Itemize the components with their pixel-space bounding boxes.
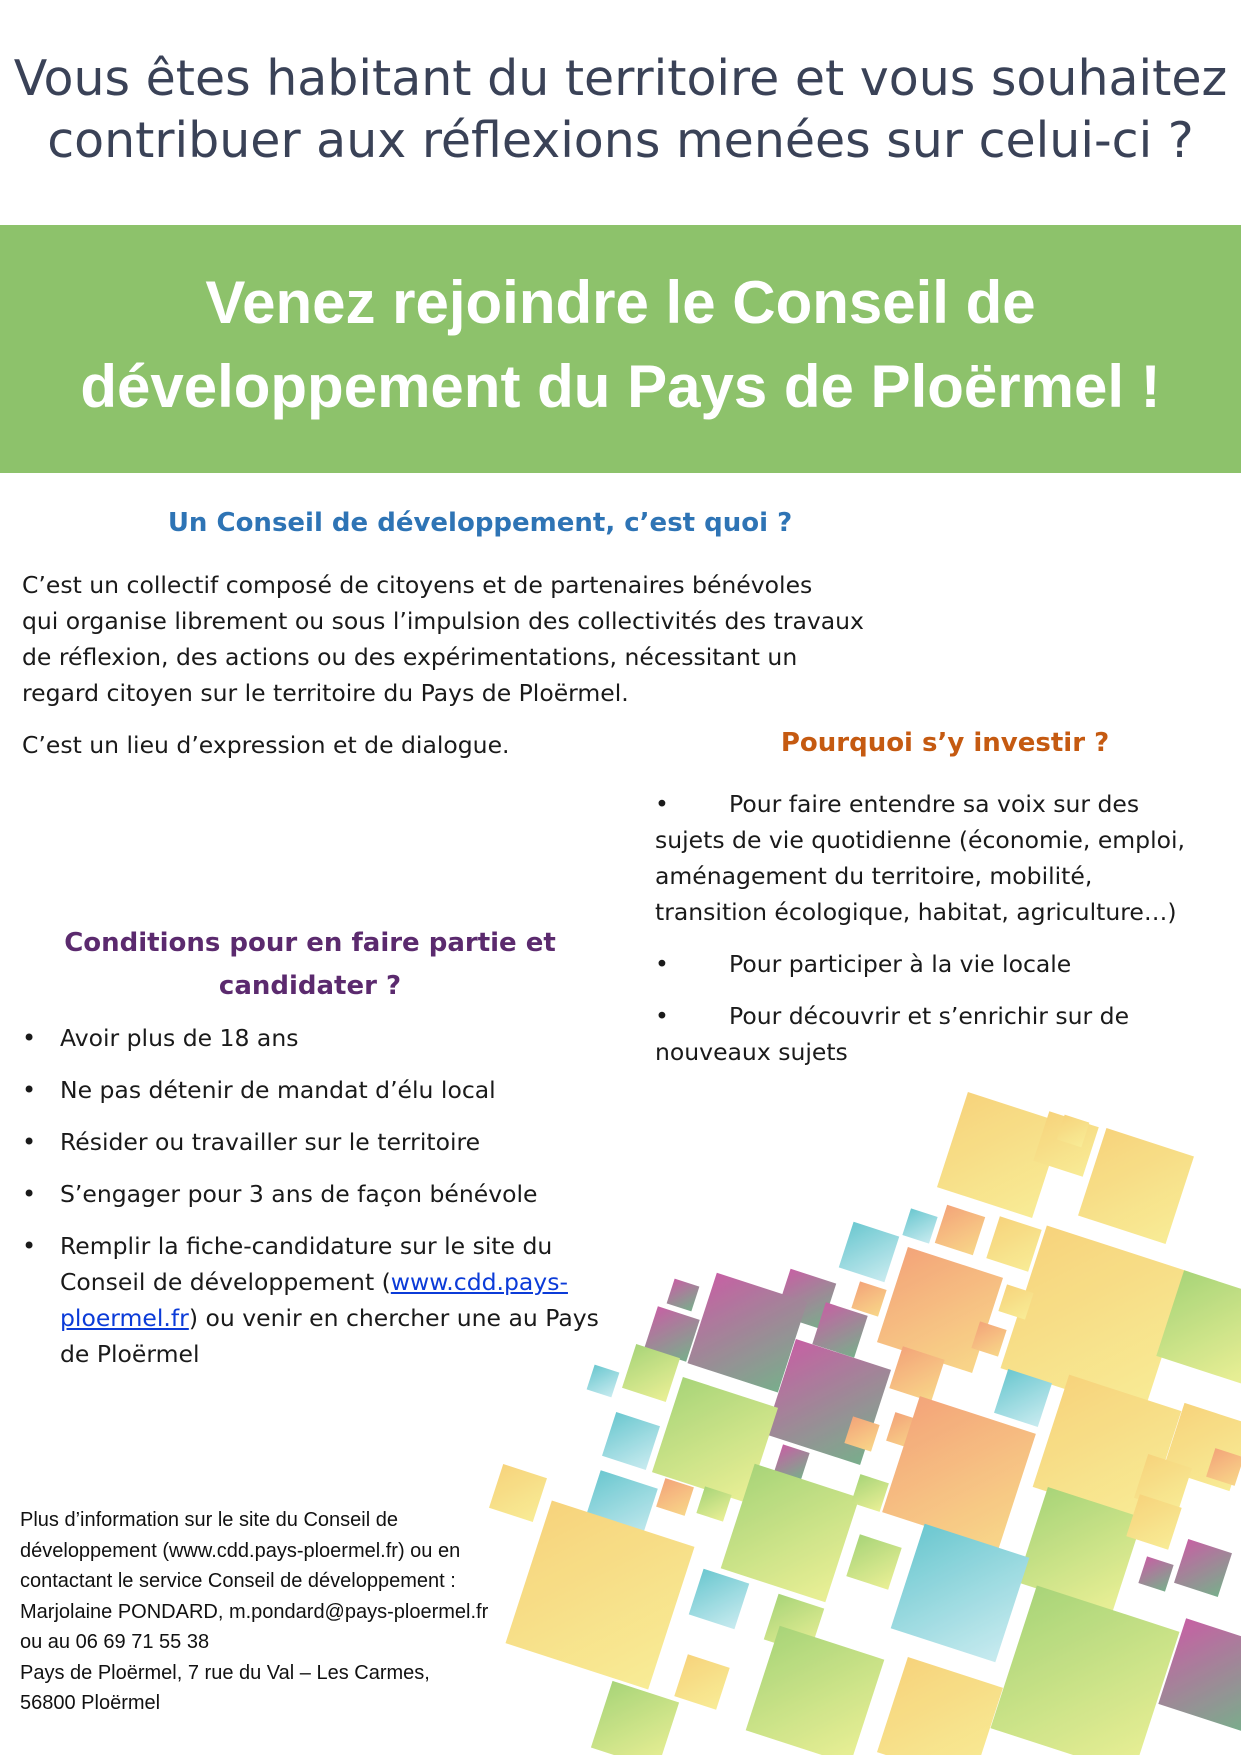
- deco-square: [891, 1524, 1030, 1663]
- why-heading: Pourquoi s’y investir ?: [780, 728, 1110, 758]
- paragraph-line: qui organise librement ou sous l’impulsion des collectivités des travaux: [22, 607, 864, 635]
- deco-square: [1078, 1128, 1194, 1244]
- deco-square: [990, 1585, 1179, 1755]
- intro-question: [0, 48, 1241, 172]
- paragraph-line: C’est un collectif composé de citoyens et de partenaires bénévoles: [22, 571, 813, 599]
- condition-item-application: [22, 1228, 622, 1372]
- bullet: •: [655, 1002, 669, 1030]
- deco-square: [591, 1681, 679, 1755]
- footer-line: Plus d’information sur le site du Conseil de: [20, 1509, 398, 1531]
- bullet: •: [655, 950, 669, 978]
- paragraph-line: de réflexion, des actions ou des expérimentations, nécessitant un: [22, 643, 798, 671]
- deco-square: [986, 1216, 1041, 1271]
- headline: [0, 225, 1241, 429]
- why-item: [655, 946, 1200, 982]
- cdd-website-link[interactable]: www.cdd.pays-ploermel.fr: [60, 1268, 568, 1332]
- condition-item: • S’engager pour 3 ans de façon bénévole: [22, 1176, 622, 1212]
- bullet: •: [655, 790, 669, 818]
- why-item-text: Pour participer à la vie locale: [729, 950, 1072, 978]
- condition-item: • Ne pas détenir de mandat d’élu local: [22, 1072, 622, 1108]
- footer-line: Pays de Ploërmel, 7 rue du Val – Les Carmes,: [20, 1661, 430, 1684]
- footer-line: développement (www.cdd.pays-ploermel.fr) ou en: [20, 1539, 461, 1562]
- footer-line: ou au 06 69 71 55 38: [20, 1631, 210, 1653]
- condition-item: • Résider ou travailler sur le territoire: [22, 1124, 622, 1160]
- condition-item: • Avoir plus de 18 ans: [22, 1020, 622, 1056]
- why-item: [655, 998, 1200, 1070]
- paragraph-line: regard citoyen sur le territoire du Pays de Ploërmel.: [22, 679, 629, 707]
- intro-line-1: Vous êtes habitant du territoire et vous souhaitez: [13, 50, 1228, 107]
- headline-line-2: développement du Pays de Ploërmel !: [80, 353, 1161, 420]
- deco-square: [839, 1222, 899, 1282]
- deco-square: [935, 1205, 985, 1255]
- what-is-paragraph: [22, 567, 952, 711]
- why-item: [655, 786, 1200, 930]
- conditions-heading-line-1: Conditions pour en faire partie et: [64, 928, 556, 958]
- deco-square: [602, 1412, 660, 1470]
- deco-square: [851, 1474, 889, 1512]
- deco-square: [851, 1281, 886, 1316]
- conditions-heading-line-2: candidater ?: [218, 971, 402, 1001]
- deco-square: [1138, 1556, 1173, 1591]
- headline-line-1: Venez rejoindre le Conseil de: [205, 269, 1036, 336]
- deco-square: [667, 1279, 700, 1312]
- conditions-list: [22, 1020, 622, 1388]
- why-item-text: Pour faire entendre sa voix sur des sujets de vie quotidienne (économie, emploi, aménagement du territoire, mobilité, transition écologique, habitat, agriculture…): [655, 790, 1186, 926]
- conditions-heading: [40, 922, 580, 1008]
- deco-square: [877, 1657, 1003, 1755]
- contact-footer: [20, 1505, 540, 1719]
- footer-line: 56800 Ploërmel: [20, 1692, 161, 1714]
- what-is-heading: Un Conseil de développement, c’est quoi ?: [167, 508, 793, 538]
- application-text-suffix: ) ou venir en chercher une au Pays de Ploërmel: [60, 1304, 599, 1368]
- why-list: [655, 786, 1200, 1086]
- footer-line: contactant le service Conseil de développement :: [20, 1570, 456, 1592]
- deco-square: [877, 1247, 1003, 1373]
- deco-square: [746, 1626, 885, 1755]
- footer-line: Marjolaine PONDARD, m.pondard@pays-ploermel.fr: [20, 1600, 489, 1623]
- headline-banner: [0, 225, 1241, 473]
- deco-square: [902, 1208, 937, 1243]
- deco-square: [846, 1534, 901, 1589]
- deco-square: [674, 1654, 729, 1709]
- dialogue-paragraph: C’est un lieu d’expression et de dialogue.: [22, 731, 510, 759]
- deco-square: [689, 1569, 749, 1629]
- intro-line-2: contribuer aux réflexions menées sur celui-ci ?: [47, 112, 1194, 169]
- why-item-text: Pour découvrir et s’enrichir sur de nouveaux sujets: [655, 1002, 1130, 1066]
- deco-square: [1174, 1539, 1232, 1597]
- application-text-prefix: Remplir la fiche-candidature sur le site du Conseil de développement (: [60, 1232, 553, 1296]
